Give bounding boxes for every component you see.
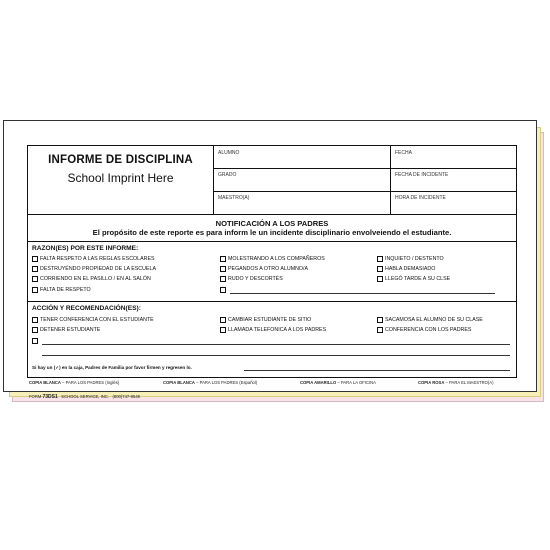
- other-action-line[interactable]: [42, 344, 510, 345]
- action-checkbox[interactable]: [377, 317, 483, 323]
- reason-checkbox[interactable]: [377, 276, 450, 282]
- reason-checkbox[interactable]: [32, 256, 155, 262]
- checkbox-icon: [220, 327, 226, 333]
- reason-label: LLEGÓ TARDE A SU CLSE: [385, 276, 451, 282]
- company-phone: (800)747-9549: [112, 394, 140, 399]
- checkbox-icon: [32, 338, 38, 344]
- reasons-title: RAZON(ES) POR ESTE INFORME:: [32, 245, 139, 252]
- checkbox-icon: [32, 317, 38, 323]
- checkbox-icon: [377, 327, 383, 333]
- reason-checkbox[interactable]: [32, 266, 156, 272]
- checkbox-icon: [32, 327, 38, 333]
- copy-label: COPIA ROSA: [418, 380, 445, 385]
- field-alumno[interactable]: ALUMNO: [218, 150, 240, 156]
- notice-text: El propósito de este reporte es para inform le un incidente disciplinario envolveiendo el estudiante.: [92, 228, 452, 237]
- checkbox-icon: [377, 256, 383, 262]
- other-reason-line[interactable]: [230, 293, 495, 294]
- copy-dest: – PARA LOS PADRES (Español): [196, 380, 258, 385]
- field-grado[interactable]: GRADO: [218, 172, 237, 178]
- field-fecha-incidente[interactable]: FECHA DE INCIDENTE: [395, 172, 449, 178]
- action-label: SACAMOSA EL ALUMNO DE SU CLASE: [385, 317, 483, 323]
- other-reason-checkbox[interactable]: [220, 287, 228, 293]
- reason-checkbox[interactable]: [377, 266, 435, 272]
- section-divider: [28, 301, 516, 302]
- checkbox-icon: [377, 276, 383, 282]
- checkbox-icon: [220, 287, 226, 293]
- action-checkbox[interactable]: [32, 317, 154, 323]
- copy-legend: [29, 380, 119, 385]
- field-hora-incidente[interactable]: HORA DE INCIDENTE: [395, 195, 446, 201]
- copy-legend: [163, 380, 257, 385]
- checkbox-icon: [377, 317, 383, 323]
- copy-label: COPIA BLANCA: [29, 380, 61, 385]
- title-box: [28, 146, 214, 214]
- action-checkbox[interactable]: [220, 327, 326, 333]
- reason-label: FALTA RESPETO A LAS REGLAS ESCOLARES: [40, 256, 155, 262]
- header-row-line: [214, 168, 516, 169]
- reason-checkbox[interactable]: [32, 276, 151, 282]
- company-name: SCHOOL SERVICE, INC.: [61, 394, 109, 399]
- reason-label: RUDO Y DESCORTÉS: [228, 276, 283, 282]
- comment-line[interactable]: [42, 355, 510, 356]
- action-label: CAMBIAR ESTUDIANTE DE SITIO: [228, 317, 312, 323]
- checkbox-icon: [32, 276, 38, 282]
- copy-legend: [300, 380, 376, 385]
- parent-signature-line[interactable]: [244, 370, 510, 371]
- form-label: FORM: [29, 394, 42, 399]
- header-divider: [390, 146, 391, 214]
- checkbox-icon: [220, 256, 226, 262]
- reason-label: INQUIETO / DESTENTO: [385, 256, 444, 262]
- copy-label: COPIA AMARILLO: [300, 380, 337, 385]
- checkbox-icon: [220, 317, 226, 323]
- reason-checkbox[interactable]: [377, 256, 444, 262]
- action-label: DETENER ESTUDIANTE: [40, 327, 101, 333]
- checkbox-icon: [32, 287, 38, 293]
- form-title: INFORME DE DISCIPLINA: [48, 154, 193, 166]
- checkbox-icon: [32, 256, 38, 262]
- form-header: [28, 146, 516, 215]
- reason-checkbox[interactable]: [220, 266, 308, 272]
- discipline-form: [27, 145, 517, 378]
- notice-title: NOTIFICACIÓN A LOS PADRES: [215, 219, 329, 228]
- copy-dest: – PARA EL MAESTRO(A): [445, 380, 494, 385]
- action-checkbox[interactable]: [32, 327, 100, 333]
- reason-checkbox[interactable]: [220, 256, 325, 262]
- copy-dest: – PARA LA OFICINA: [337, 380, 376, 385]
- form-footer: [29, 394, 140, 400]
- action-label: CONFERENCIA CON LOS PADRES: [385, 327, 472, 333]
- reason-label: MOLESTRANDO A LOS COMPAÑEROS: [228, 256, 325, 262]
- action-label: TENER CONFERENCIA CON EL ESTUDIANTE: [40, 317, 154, 323]
- checkbox-icon: [220, 266, 226, 272]
- action-checkbox[interactable]: [377, 327, 471, 333]
- field-maestro[interactable]: MAESTRO(A): [218, 195, 250, 201]
- field-fecha[interactable]: FECHA: [395, 150, 412, 156]
- school-imprint: School Imprint Here: [67, 171, 174, 185]
- action-checkbox[interactable]: [220, 317, 311, 323]
- copy-dest: – PARA LOS PADRES (Inglés): [62, 380, 120, 385]
- form-number: 73DS1: [42, 394, 58, 400]
- reason-label: PEGANDOS A OTRO ALUMNO/A: [228, 266, 309, 272]
- parent-notice: [28, 215, 516, 242]
- parent-sign-note: Si hay un (✓) en la caja, Padres de Familia por favor firmen y regresen lo.: [32, 365, 192, 370]
- copy-label: COPIA BLANCA: [163, 380, 195, 385]
- reason-checkbox[interactable]: [32, 287, 91, 293]
- reason-label: DESTRUYÉNDO PROPIEDAD DE LA ESCUELA: [40, 266, 156, 272]
- reason-label: FALTA DE RESPETO: [40, 287, 91, 293]
- action-label: LLAMADA TELEFONICA A LOS PADRES: [228, 327, 327, 333]
- reason-label: CORRIENDO EN EL PASILLO / EN AL SALÓN: [40, 276, 151, 282]
- reason-label: HABLA DEMASIADO: [385, 266, 436, 272]
- copy-legend: [418, 380, 493, 385]
- actions-title: ACCIÓN Y RECOMENDACIÓN(ES):: [32, 305, 141, 312]
- header-row-line: [214, 191, 516, 192]
- other-action-checkbox[interactable]: [32, 338, 40, 344]
- reason-checkbox[interactable]: [220, 276, 283, 282]
- checkbox-icon: [377, 266, 383, 272]
- checkbox-icon: [32, 266, 38, 272]
- checkbox-icon: [220, 276, 226, 282]
